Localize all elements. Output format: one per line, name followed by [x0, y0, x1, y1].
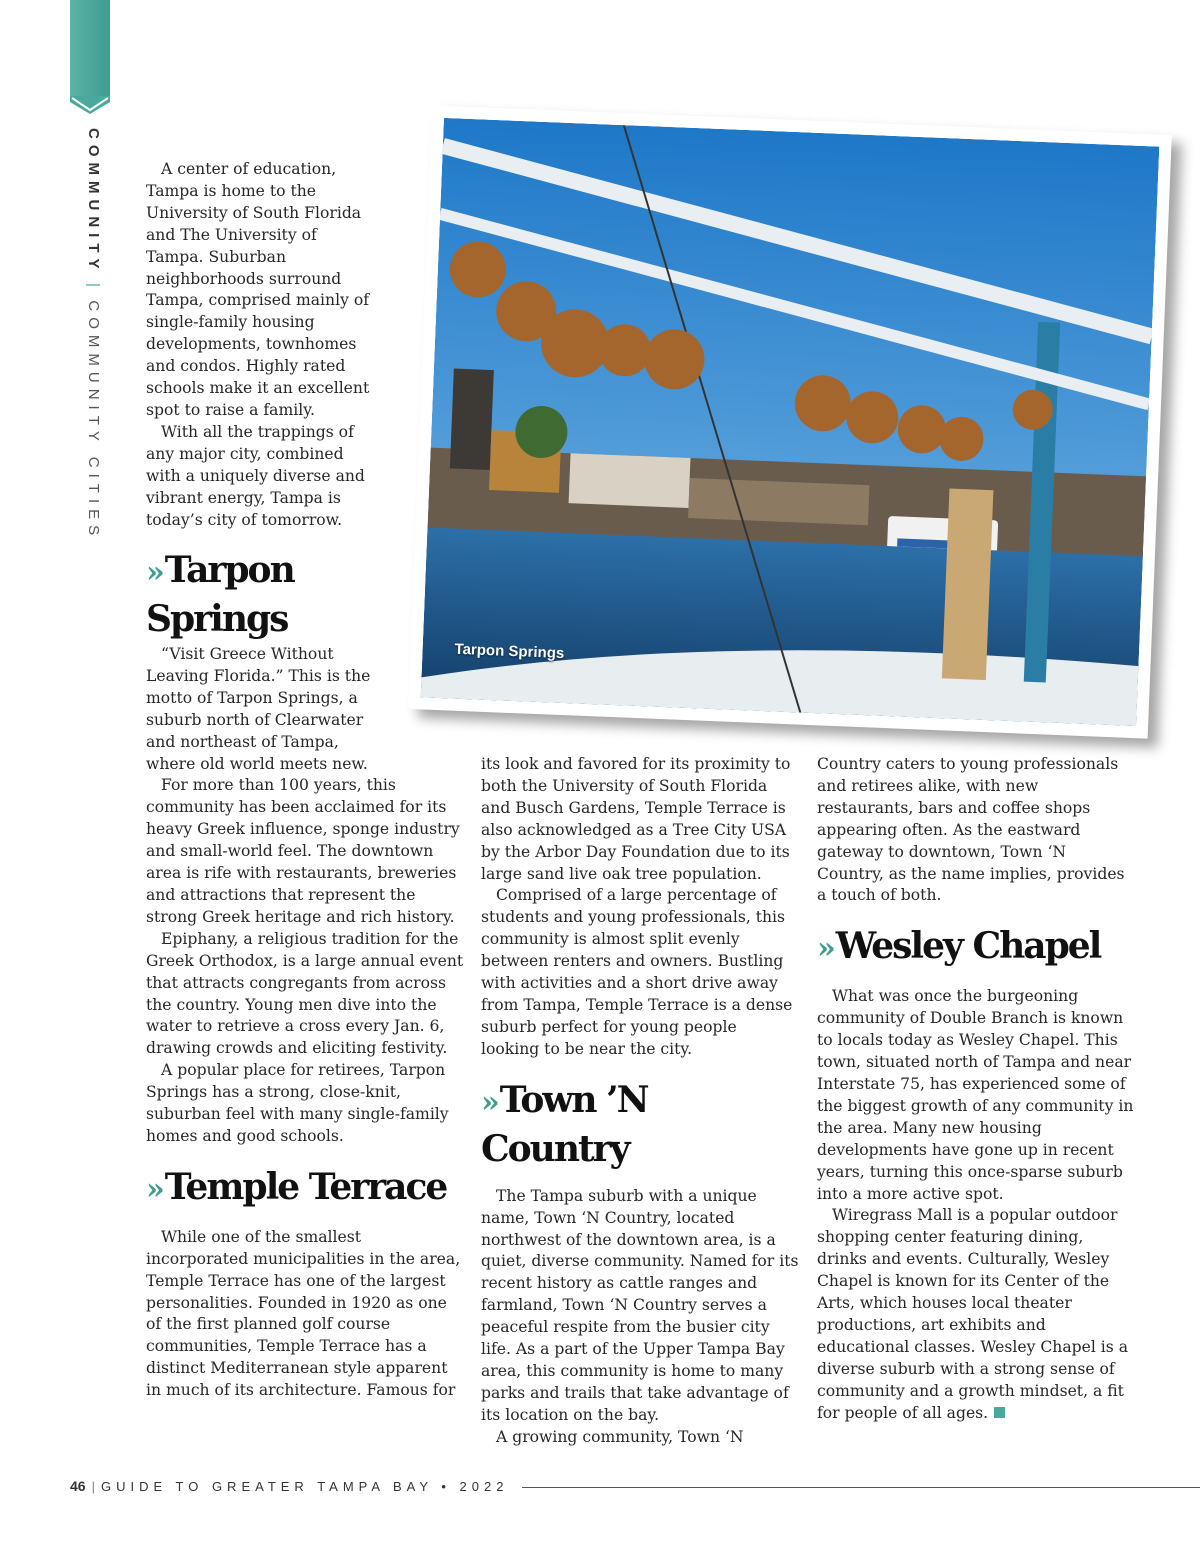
footer-rule [522, 1487, 1200, 1488]
section-tab-chevron [70, 96, 110, 116]
photo-frame [408, 105, 1172, 738]
dock-sheds [688, 478, 869, 525]
chevron-icon: » [146, 1171, 162, 1207]
tarpon-column [146, 644, 464, 1402]
wesley-column [817, 754, 1135, 1424]
chevron-icon: » [817, 931, 833, 967]
tower-building [450, 368, 494, 470]
wesley-paragraph: What was once the burgeoning community of Double Branch is known to locals today as Wesley Chapel. This town, situated north of Tampa and near Interstate 75, has experienced some of the biggest growth of any community in the area. Many new housing developments have gone up in recent years, turning this once-sparse suburb into a more active spot. [817, 987, 1134, 1203]
publication-title: GUIDE TO GREATER TAMPA BAY • 2022 [100, 1479, 509, 1494]
tarpon-paragraph: A popular place for retirees, Tarpon Springs has a strong, close-knit, suburban feel with many single-family homes and good schools. [146, 1061, 449, 1145]
tarpon-heading [146, 547, 378, 642]
town-paragraph: The Tampa suburb with a unique name, Town ‘N Country, located northwest of the downtown area, is a quiet, diverse community. Named for its recent history as cattle ranges and farmland, Town ‘N Country serves a peaceful respite from the busier city life. As a part of the Upper Tampa Bay area, this community is home to many parks and trails that take advantage of its location on the bay. [481, 1186, 799, 1424]
section-label-divider: | [85, 282, 102, 293]
town-paragraph: A growing community, Town ‘N [496, 1427, 744, 1446]
wesley-paragraph [817, 1205, 1135, 1424]
chevron-icon: » [146, 555, 162, 591]
town-paragraph-continued: Country caters to young professionals and retirees alike, with new restaurants, bars and coffee shops appearing often. As the eastward gateway to downtown, Town ‘N Country, as the name implies, provides a touch of both. [817, 755, 1125, 905]
footer-separator: | [91, 1479, 95, 1494]
section-label-sub: COMMUNITY CITIES [85, 300, 102, 542]
tarpon-heading-line2: Springs [146, 598, 288, 641]
page-number: 46 [70, 1478, 86, 1494]
wesley-heading-text: Wesley Chapel [835, 925, 1101, 968]
end-mark-icon [994, 1407, 1005, 1418]
tarpon-paragraph: For more than 100 years, this community has been acclaimed for its heavy Greek influence, sponge industry and small-world feel. The downtown area is rife with restaurants, breweries and attractions that represent the strong Greek heritage and rich history. [146, 776, 460, 926]
wesley-heading [817, 923, 1135, 972]
temple-heading [146, 1164, 464, 1213]
photo-caption: Tarpon Springs [454, 640, 565, 663]
wesley-paragraph-text: Wiregrass Mall is a popular outdoor shopping center featuring dining, drinks and events. Culturally, Wesley Chapel is known for its Center of the Arts, which houses local theater productions, art exhibits and educational classes. Wesley Chapel is a diverse suburb with a strong sense of community and a growth mindset, a fit for people of all ages. [817, 1206, 1129, 1422]
temple-paragraph: While one of the smallest incorporated municipalities in the area, Temple Terrace has one of the largest personalities. Founded in 1920 as one of the first planned golf course communities, Temple Terrace has a distinct Mediterranean style apparent in much of its architecture. Famous for [146, 1227, 461, 1400]
tarpon-springs-photo [421, 118, 1160, 726]
temple-column [481, 754, 799, 1449]
section-label [78, 128, 102, 598]
section-tab [70, 0, 110, 96]
town-heading [481, 1077, 799, 1172]
intro-column [146, 159, 378, 656]
temple-heading-text: Temple Terrace [164, 1165, 447, 1208]
chevron-icon: » [481, 1084, 497, 1120]
town-heading-text: Town ’N Country [481, 1078, 648, 1170]
tarpon-paragraph: Epiphany, a religious tradition for the Greek Orthodox, is a large annual event that attracts congregants from across the country. Young men dive into the water to retrieve a cross every Jan. 6, drawing crowds and eliciting festivity. [146, 929, 464, 1058]
wooden-post [942, 488, 994, 680]
page-footer [70, 1478, 1200, 1498]
intro-paragraph: A center of education, Tampa is home to the University of South Florida and The University of Tampa. Suburban neighborhoods surround Tampa, comprised mainly of single-family housing developments, townhomes and condos. Highly rated schools make it an excellent spot to raise a family. [146, 160, 370, 419]
temple-paragraph-continued: its look and favored for its proximity to both the University of South Florida and Busch Gardens, Temple Terrace is also acknowledged as a Tree City USA by the Arbor Day Foundation due to its large sand live oak tree population. [481, 755, 791, 883]
photo-illustration [421, 118, 1160, 726]
tarpon-heading-line1: Tarpon [164, 549, 294, 592]
warehouse [569, 453, 691, 508]
tarpon-paragraph: “Visit Greece Without Leaving Florida.” This is the motto of Tarpon Springs, a suburb north of Clearwater and northeast of Tampa, where old world meets new. [146, 645, 371, 773]
section-label-main: COMMUNITY [85, 128, 102, 275]
intro-paragraph: With all the trappings of any major city, combined with a uniquely diverse and vibrant energy, Tampa is today’s city of tomorrow. [146, 422, 365, 529]
temple-paragraph: Comprised of a large percentage of students and young professionals, this community is almost split evenly between renters and owners. Bustling with activities and a short drive away from Tampa, Temple Terrace is a dense suburb perfect for young people looking to be near the city. [481, 886, 793, 1058]
